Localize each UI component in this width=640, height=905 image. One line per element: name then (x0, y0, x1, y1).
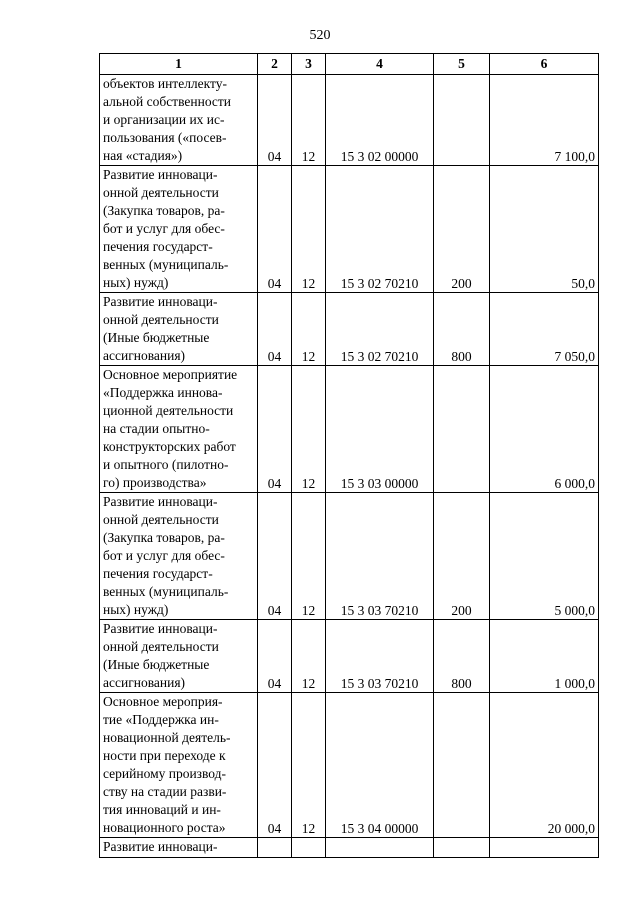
table-row (100, 366, 599, 493)
row-target: 15 3 04 00000 (326, 693, 434, 838)
row-subsection: 12 (292, 293, 326, 366)
row-type: 800 (434, 620, 490, 693)
row-subsection: 12 (292, 493, 326, 620)
row-target (326, 838, 434, 858)
column-header: 6 (490, 54, 599, 75)
row-amount: 6 000,0 (490, 366, 599, 493)
row-section: 04 (258, 293, 292, 366)
row-amount: 1 000,0 (490, 620, 599, 693)
row-target: 15 3 03 70210 (326, 493, 434, 620)
row-target: 15 3 02 70210 (326, 293, 434, 366)
row-name: Развитие инноваци- онной деятельности (Иные бюджетные ассигнования) (100, 620, 258, 693)
row-type (434, 75, 490, 166)
row-target: 15 3 02 00000 (326, 75, 434, 166)
row-name: Основное мероприя- тие «Поддержка ин- новационной деятель- ности при переходе к серийному производ- ству на стадии разви- тия инноваций и ин- новационного роста» (100, 693, 258, 838)
row-name: Основное мероприятие «Поддержка иннова- ционной деятельности на стадии опытно- конструкторских работ и опытного (пилотно- го) производства» (100, 366, 258, 493)
row-type: 800 (434, 293, 490, 366)
row-section: 04 (258, 493, 292, 620)
row-amount: 7 100,0 (490, 75, 599, 166)
table-row (100, 293, 599, 366)
column-header: 3 (292, 54, 326, 75)
row-amount: 7 050,0 (490, 293, 599, 366)
row-section: 04 (258, 166, 292, 293)
row-section: 04 (258, 75, 292, 166)
row-subsection (292, 838, 326, 858)
column-header: 5 (434, 54, 490, 75)
table-header-row (100, 54, 599, 75)
row-amount: 5 000,0 (490, 493, 599, 620)
page-number: 520 (309, 28, 331, 43)
row-section: 04 (258, 693, 292, 838)
row-section: 04 (258, 620, 292, 693)
table-row (100, 75, 599, 166)
row-type: 200 (434, 166, 490, 293)
table-row (100, 693, 599, 838)
table-row (100, 493, 599, 620)
table-row (100, 166, 599, 293)
row-subsection: 12 (292, 366, 326, 493)
row-subsection: 12 (292, 75, 326, 166)
row-subsection: 12 (292, 693, 326, 838)
row-name: объектов интеллекту- альной собственности и организации их ис- пользования («посев- ная «стадия») (100, 75, 258, 166)
table-row (100, 620, 599, 693)
row-type: 200 (434, 493, 490, 620)
row-subsection: 12 (292, 166, 326, 293)
row-name: Развитие инноваци- онной деятельности (Закупка товаров, ра- бот и услуг для обес- печения государст- венных (муниципаль- ных) нужд) (100, 493, 258, 620)
row-target: 15 3 02 70210 (326, 166, 434, 293)
row-target: 15 3 03 00000 (326, 366, 434, 493)
budget-table (99, 53, 599, 858)
row-name: Развитие инноваци- онной деятельности (Закупка товаров, ра- бот и услуг для обес- печения государст- венных (муниципаль- ных) нужд) (100, 166, 258, 293)
column-header: 1 (100, 54, 258, 75)
row-subsection: 12 (292, 620, 326, 693)
row-type (434, 693, 490, 838)
row-target: 15 3 03 70210 (326, 620, 434, 693)
row-type (434, 366, 490, 493)
table-row (100, 838, 599, 858)
column-header: 2 (258, 54, 292, 75)
row-type (434, 838, 490, 858)
row-amount: 50,0 (490, 166, 599, 293)
row-name: Развитие инноваци- онной деятельности (Иные бюджетные ассигнования) (100, 293, 258, 366)
row-section: 04 (258, 366, 292, 493)
row-name: Развитие инноваци- (100, 838, 258, 858)
row-amount (490, 838, 599, 858)
column-header: 4 (326, 54, 434, 75)
row-amount: 20 000,0 (490, 693, 599, 838)
row-section (258, 838, 292, 858)
